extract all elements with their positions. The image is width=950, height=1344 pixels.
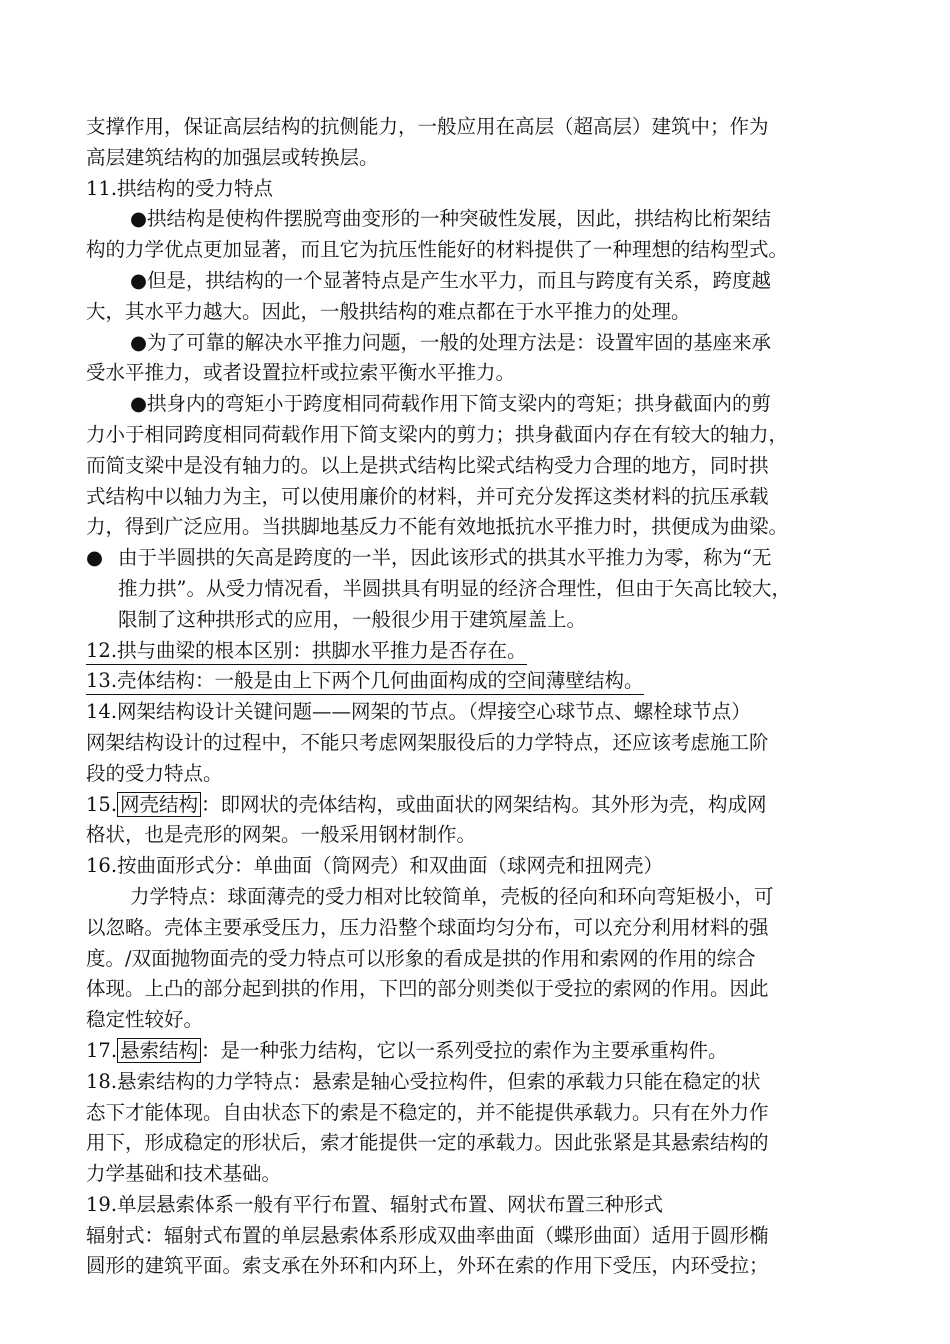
bullet-paragraph-line: ●拱身内的弯矩小于跨度相同荷载作用下简支梁内的弯矩；拱身截面内的剪 bbox=[130, 392, 772, 416]
text-line: 构的力学优点更加显著，而且它为抗压性能好的材料提供了一种理想的结构型式。 bbox=[86, 238, 789, 262]
text-line: 力小于相同跨度相同荷载作用下简支梁内的剪力；拱身截面内存在有较大的轴力， bbox=[86, 422, 789, 446]
section-heading: 18.悬索结构的力学特点：悬索是轴心受拉构件，但索的承载力只能在稳定的状 bbox=[86, 1069, 761, 1093]
text-line: 段的受力特点。 bbox=[86, 761, 223, 785]
text-line: 推力拱”。从受力情况看，半圆拱具有明显的经济合理性，但由于矢高比较大， bbox=[118, 576, 791, 600]
item-number: 15. bbox=[86, 792, 118, 816]
text-line: 态下才能体现。自由状态下的索是不稳定的，并不能提供承载力。只有在外力作 bbox=[86, 1100, 769, 1124]
text-line: 以忽略。壳体主要承受压力，压力沿整个球面均匀分布，可以充分利用材料的强 bbox=[86, 915, 769, 939]
text-line: 度。/双面抛物面壳的受力特点可以形象的看成是拱的作用和索网的作用的综合 bbox=[86, 946, 756, 970]
text-line: 格状，也是壳形的网架。一般采用钢材制作。 bbox=[86, 823, 477, 847]
definition-text: ：即网状的壳体结构，或曲面状的网架结构。其外形为壳，构成网 bbox=[201, 792, 767, 816]
boxed-term: 网壳结构 bbox=[117, 792, 201, 817]
underlined-text: 13.壳体结构：一般是由上下两个几何曲面构成的空间薄壁结构。 bbox=[86, 668, 644, 695]
bullet-item bbox=[86, 543, 866, 574]
text-line: 用下，形成稳定的形状后，索才能提供一定的承载力。因此张紧是其悬索结构的 bbox=[86, 1131, 769, 1155]
text-line: 限制了这种拱形式的应用，一般很少用于建筑屋盖上。 bbox=[118, 607, 587, 631]
text-line: 辐射式：辐射式布置的单层悬索体系形成双曲率曲面（蝶形曲面）适用于圆形椭 bbox=[86, 1223, 769, 1247]
section-heading bbox=[86, 790, 866, 821]
text-line: 体现。上凸的部分起到拱的作用，下凹的部分则类似于受拉的索网的作用。因此 bbox=[86, 977, 769, 1001]
section-heading: 19.单层悬索体系一般有平行布置、辐射式布置、网状布置三种形式 bbox=[86, 1192, 664, 1216]
bullet-paragraph-line: ●为了可靠的解决水平推力问题，一般的处理方法是：设置牢固的基座来承 bbox=[130, 330, 772, 354]
section-heading: 14.网架结构设计关键问题——网架的节点。（焊接空心球节点、螺栓球节点） bbox=[86, 700, 751, 724]
bullet-paragraph-line: ●但是，拱结构的一个显著特点是产生水平力，而且与跨度有关系，跨度越 bbox=[130, 268, 772, 292]
text-line: 稳定性较好。 bbox=[86, 1008, 204, 1032]
text-line: 受水平推力，或者设置拉杆或拉索平衡水平推力。 bbox=[86, 361, 516, 385]
text-line: 而简支梁中是没有轴力的。以上是拱式结构比梁式结构受力合理的地方，同时拱 bbox=[86, 453, 769, 477]
bullet-text: 由于半圆拱的矢高是跨度的一半，因此该形式的拱其水平推力为零，称为“无 bbox=[118, 546, 772, 570]
text-line: 式结构中以轴力为主，可以使用廉价的材料，并可充分发挥这类材料的抗压承载 bbox=[86, 484, 769, 508]
section-heading bbox=[86, 666, 866, 697]
text-line: 支撑作用，保证高层结构的抗侧能力，一般应用在高层（超高层）建筑中；作为 bbox=[86, 115, 769, 138]
section-heading: 16.按曲面形式分：单曲面（筒网壳）和双曲面（球网壳和扭网壳） bbox=[86, 854, 664, 878]
document-page bbox=[86, 112, 866, 1282]
text-line: 高层建筑结构的加强层或转换层。 bbox=[86, 145, 379, 169]
text-line: 力，得到广泛应用。当拱脚地基反力不能有效地抵抗水平推力时，拱便成为曲梁。 bbox=[86, 515, 789, 539]
section-heading: 11.拱结构的受力特点 bbox=[86, 176, 274, 200]
text-line: 大，其水平力越大。因此，一般拱结构的难点都在于水平推力的处理。 bbox=[86, 299, 691, 323]
text-line: 力学基础和技术基础。 bbox=[86, 1162, 282, 1186]
definition-text: ：是一种张力结构，它以一系列受拉的索作为主要承重构件。 bbox=[201, 1038, 728, 1062]
underlined-text: 12.拱与曲梁的根本区别：拱脚水平推力是否存在。 bbox=[86, 638, 527, 665]
text-line: 圆形的建筑平面。索支承在外环和内环上，外环在索的作用下受压，内环受拉； bbox=[86, 1254, 769, 1278]
item-number: 17. bbox=[86, 1038, 118, 1062]
boxed-term: 悬索结构 bbox=[117, 1038, 201, 1063]
text-line: 网架结构设计的过程中，不能只考虑网架服役后的力学特点，还应该考虑施工阶 bbox=[86, 730, 769, 754]
bullet-paragraph-line: ●拱结构是使构件摆脱弯曲变形的一种突破性发展，因此，拱结构比桁架结 bbox=[130, 207, 772, 231]
section-heading bbox=[86, 1036, 866, 1067]
text-line: 力学特点：球面薄壳的受力相对比较简单，壳板的径向和环向弯矩极小，可 bbox=[130, 884, 774, 908]
section-heading bbox=[86, 636, 866, 667]
bullet-marker: ● bbox=[86, 546, 104, 570]
